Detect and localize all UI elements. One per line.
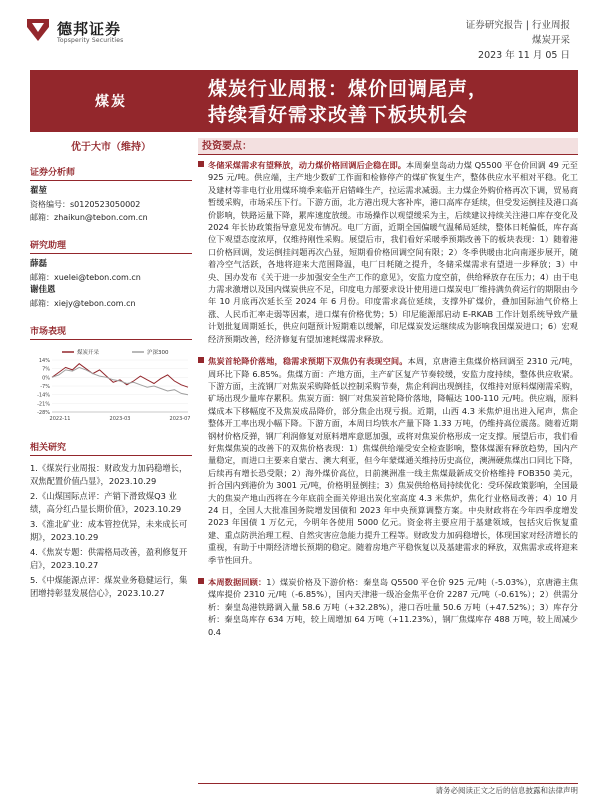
paragraph-lead: 冬储采煤需求有望释放，动力煤价格回调后企稳在即。 — [208, 160, 406, 170]
brand-mark-icon — [25, 17, 51, 43]
report-title-line1: 煤炭行业周报：煤价回调尾声， — [208, 78, 489, 100]
related-report-item[interactable]: 1.《煤炭行业周报：财政发力加码稳增长，双焦配置价值凸显》，2023.10.29 — [30, 463, 188, 486]
related-reports-list — [30, 462, 192, 600]
report-date: 2023 年 11 月 05 日 — [478, 50, 570, 61]
y-tick-label: -14% — [37, 392, 50, 399]
sector-label: 煤炭 — [95, 94, 127, 110]
related-report-item[interactable]: 5.《中煤能源点评：煤炭业务稳健运行，集团增持彰显发展信心》，2023.10.27 — [30, 575, 188, 598]
brand-logo — [25, 17, 145, 49]
analysts-heading: 证券分析师 — [30, 165, 192, 181]
market-chart — [30, 346, 192, 426]
market-heading: 市场表现 — [30, 324, 192, 340]
assistants-heading: 研究助理 — [30, 238, 192, 254]
footer-divider — [198, 783, 578, 784]
related-report-item[interactable]: 4.《焦炭专题：供需格局改善，盈利修复开启》，2023.10.27 — [30, 547, 188, 570]
rating-label: 优于大市（维持） — [71, 142, 151, 153]
paragraph-body: 本周，京唐港主焦煤价格回调至 2310 元/吨，周环比下降 6.85%。焦煤方面：产地方面，主产矿区复产节奏较缓，安监力度持续，整体供应收紧。下游方面，主流钢厂对焦炭采购降低以控制采购节奏，焦企利润出现倒挂，仅维持对原料煤刚需采购，矿场出现少量库存累积。焦炭方面：钢厂对焦炭首轮降价落地，降幅达 100-110 元/吨。供应端，原料煤成本下移幅度不及焦炭成品降价，部分焦企出现亏损。近期，山西 4.3 米焦炉退出进入尾声，焦企整体开工率出现小幅下降。下游方面，本周日均铁水产量下降 1.33 万吨，仍维持高位震荡。随着近期钢材价格反弹，钢厂利润修复对原料增库意愿加强，或将对焦炭价格形成一定支撑。展望后市，我们看好焦煤焦炭的改善下的双焦价格表现：1）焦煤供给端受安全检查影响，整体煤源有释放趋势，国内产量稳定，而进口主要来自蒙古、澳大利亚，但今年蒙煤通关维持历史高位，澳洲硬焦煤出口同比下降，后续再有增长恐受限；2）海外煤价高位，日前澳洲准一线主焦煤最新成交价格维持 FOB350 美元，折合国内到港价为 3001 元/吨，价格明显倒挂；3）焦炭供给格局持续优化：受环保政策影响，全国最大的焦炭产地山西将在今年底前全面关停退出炭化室高度 4.3 米焦炉，焦化行业格局改善；4）10 月 24 日，全国人大批准国务院增发国债和 2023 年中央预算调整方案。中央财政将在今年四季度增发 2023 年国债 1 万亿元，今明年各使用 5000 亿元。资金将主要应用于基建领域，包括灾后恢复重建、重点防洪治理工程、自然灾害应急能力提升工程等。财政发力加码稳增长，体现国家对经济增长的重视，有助于中期经济增长预期的稳定。随着房地产平稳恢复以及基建需求的释放，双焦需求或将迎来季节性回升。 — [208, 356, 578, 565]
legend-label: 煤炭开采 — [77, 350, 100, 356]
assistant-name: 谢佳恩 — [30, 285, 56, 295]
x-tick-label: 2023-03 — [109, 416, 131, 422]
reports-heading: 相关研究 — [30, 440, 192, 456]
invest-heading: 投资要点： — [198, 138, 578, 155]
bullet-icon — [198, 357, 204, 363]
legend-label: 沪深300 — [147, 350, 169, 356]
paragraph-coking-coal — [198, 355, 578, 566]
paragraph-thermal-coal — [198, 159, 578, 345]
report-type: 证券研究报告 | 行业周报 — [465, 20, 570, 31]
analyst-card — [30, 185, 192, 224]
main-content — [198, 138, 578, 638]
paragraph-lead: 焦炭首轮降价落地，稳需求预期下双焦仍有表现空间。 — [208, 356, 408, 367]
market-chart-svg — [30, 346, 192, 426]
y-tick-label: 14% — [38, 358, 50, 364]
footer-disclaimer: 请务必阅读正文之后的信息披露和法律声明 — [435, 786, 578, 795]
assistant-card — [30, 258, 192, 310]
report-title — [208, 76, 488, 128]
series-line — [52, 364, 188, 388]
x-tick-label: 2022-11 — [49, 416, 71, 422]
related-report-item[interactable]: 2.《山煤国际点评：产销下滑致煤Q3 业绩，高分红凸显长期价值》，2023.10.29 — [30, 491, 182, 514]
paragraph-weekly-data — [198, 576, 578, 638]
x-tick-label: 2023-07 — [169, 416, 191, 422]
related-report-item[interactable]: 3.《淮北矿业：成本管控优异，未来成长可期》，2023.10.29 — [30, 519, 188, 542]
analyst-email[interactable]: 邮箱：zhaikun@tebon.com.cn — [30, 213, 148, 222]
report-meta — [466, 18, 570, 63]
title-bar — [30, 70, 578, 132]
assistant-name: 薛磊 — [30, 259, 48, 269]
y-tick-label: -7% — [40, 384, 50, 390]
bullet-icon — [198, 161, 204, 167]
paragraph-lead: 本周数据回顾： — [208, 577, 267, 587]
brand-name-en: Topsperity Securities — [57, 37, 124, 44]
y-tick-label: 0% — [42, 375, 50, 382]
y-tick-label: 7% — [42, 366, 50, 373]
brand-name-cn: 德邦证券 — [57, 20, 122, 38]
series-line — [52, 367, 188, 394]
y-tick-label: -21% — [37, 401, 50, 408]
assistant-email[interactable]: 邮箱：xuelei@tebon.com.cn — [30, 273, 141, 282]
y-tick-label: -28% — [37, 410, 50, 416]
left-sidebar — [30, 132, 192, 602]
report-sector: 煤炭开采 — [531, 35, 570, 46]
paragraph-body: 本周秦皇岛动力煤 Q5500 平仓价回调 49 元至 925 元/吨。供应端，主产地少数矿工作面和检修停产的煤矿恢复生产，整体供应水平相对平稳。化工及建材等非电行业用煤环境季来临开启错峰生产，拉运需求减弱。主力煤企外购价格再次下调，贸易商暂缓采购，市场采压下行。下游方面，北方港出现大客补库，港口高库存延续，但受发运倒挂及港口高价影响，铁路运量下降，累库速度放缓。市场操作以观望缓采为主，后续建议持续关注港口库存变化及 2024 年长协政策指导意见发布情况。电厂方面，近期全国偏暖气温稀局延续，整体日耗偏低，库存高位下观望态度浓厚，仅维持刚性采购。展望后市，我们看好采暖季预期改善下的板块表现：1）随着港口价格回调，发运倒挂问题再次凸显，短期看价格回调空间有限；2）冬季供暖由北向南逐步展开，随着冷空气活跃，各地将迎来大范围降温，电厂日耗随之提升，冬储采煤需求有望进一步释放；3）中央、国办发布《关于进一步加强安全生产工作的意见》，安监力度空前，供给释放存在压力；4）由于电力需求激增以及国内煤炭供应不足，印度电力部要求设计使用进口煤炭电厂维持满负荷运行的期限由今年 10 月底再次延长至 2024 年 6 月份。印度需求高位延续，支撑外矿煤价，叠加国际油气价格上涨、人民币汇率走弱等因素，进口煤有价格优势；5）印尼能源部启动 E-RKAB 工作计划系统导致产量计划批复周期延长，供应问题预计短期难以缓解，印尼煤炭发运继续成为影响我国煤炭进口；6）宏观经济预期改善，经济修复有望加速耗煤需求释放。 — [208, 160, 578, 344]
analyst-cert: 资格编号：s0120523050002 — [30, 200, 141, 209]
assistant-email[interactable]: 邮箱：xiejy@tebon.com.cn — [30, 299, 136, 308]
bullet-icon — [198, 578, 204, 584]
paragraph-body: 1）煤炭价格及下游价格：秦皇岛 Q5500 平仓价 925 元/吨（-5.03%），京唐港主焦煤库提价 2310 元/吨（-6.85%），国内天津港一级冶金焦平仓价 2287 元/吨（-0.61%）；2）供需分析：秦皇岛港铁路调入量 58.6 万吨（+32.28%），港口吞吐量 50.6 万吨（+47.52%）；3）库存分析：秦皇岛库存 634 万吨，较上周增加 64 万吨（+11.23%），钢厂焦煤库存 488 万吨，较上周减少 0.4 — [208, 577, 578, 637]
report-title-line2: 持续看好需求改善下板块机会 — [208, 104, 469, 126]
analyst-name: 翟堃 — [30, 186, 48, 196]
